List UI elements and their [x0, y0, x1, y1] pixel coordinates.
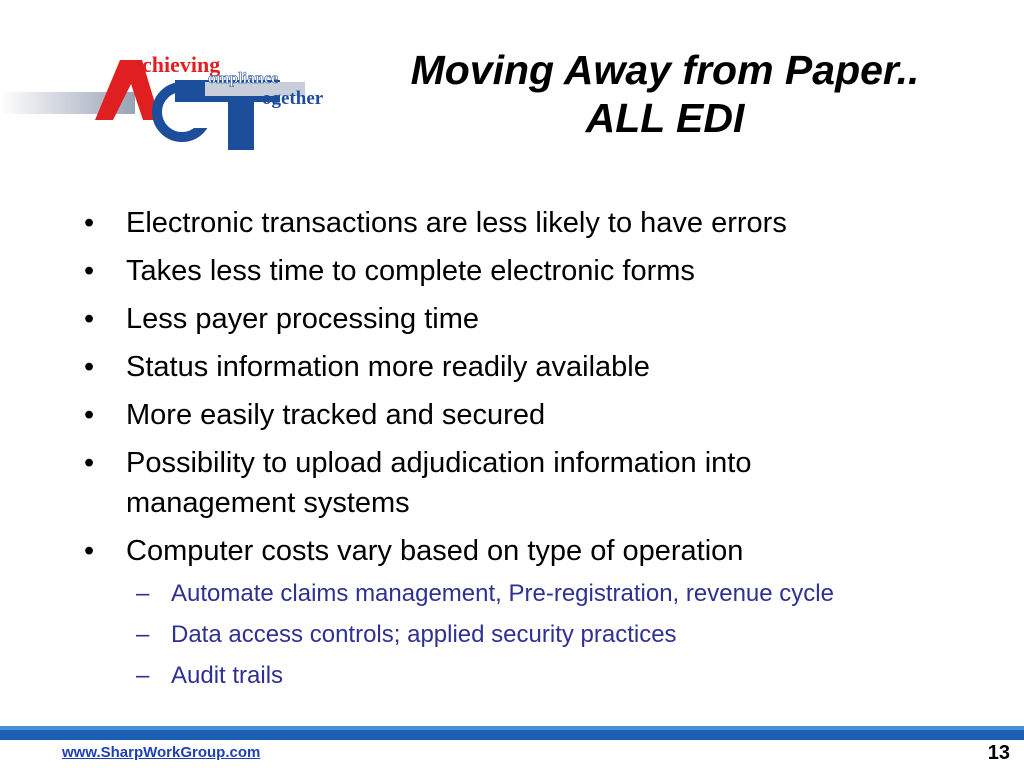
sub-bullet-mark: – — [136, 662, 150, 689]
bullet-text: Electronic transactions are less likely to have errors — [126, 207, 787, 239]
bullet-item — [84, 251, 984, 291]
bullet-item — [84, 203, 984, 243]
logo-text-together: ogether — [262, 88, 324, 109]
bullet-mark: • — [84, 351, 95, 383]
bullet-list — [84, 203, 984, 702]
footer-website-link[interactable]: www.SharpWorkGroup.com — [62, 744, 261, 761]
sub-bullet-mark: – — [136, 580, 150, 607]
title-line-1: Moving Away from Paper.. — [410, 47, 920, 93]
bullet-mark: • — [84, 255, 95, 287]
sub-bullet-item — [84, 620, 984, 650]
sub-bullet-text: Automate claims management, Pre-registration, revenue cycle — [171, 580, 834, 607]
bullet-item — [84, 299, 984, 339]
bullet-mark: • — [84, 207, 95, 239]
bullet-text: Status information more readily available — [126, 351, 650, 383]
sub-bullet-item — [84, 579, 984, 609]
bullet-text: Computer costs vary based on type of operation — [126, 535, 744, 567]
bullet-item — [84, 443, 984, 523]
footer-bar — [0, 726, 1024, 740]
footer-stripe — [0, 726, 1024, 730]
logo-text-compliance: ompliance — [208, 70, 279, 87]
bullet-item — [84, 395, 984, 435]
slide-title — [350, 46, 980, 142]
sub-bullet-text: Data access controls; applied security practices — [171, 621, 677, 648]
bullet-mark: • — [84, 535, 95, 567]
act-logo — [0, 40, 350, 160]
bullet-text: More easily tracked and secured — [126, 399, 546, 431]
sub-bullet-item — [84, 661, 984, 691]
logo-text-achieving: chieving — [142, 52, 221, 77]
page-number: 13 — [987, 742, 1010, 764]
bullet-text: Less payer processing time — [126, 303, 479, 335]
bullet-item — [84, 531, 984, 571]
bullet-item — [84, 347, 984, 387]
bullet-mark: • — [84, 447, 95, 479]
title-line-2: ALL EDI — [585, 95, 745, 141]
sub-bullet-mark: – — [136, 621, 150, 648]
bullet-text: Possibility to upload adjudication information into management systems — [126, 447, 752, 519]
bullet-mark: • — [84, 303, 95, 335]
sub-bullet-text: Audit trails — [171, 662, 284, 689]
bullet-text: Takes less time to complete electronic forms — [126, 255, 695, 287]
bullet-mark: • — [84, 399, 95, 431]
